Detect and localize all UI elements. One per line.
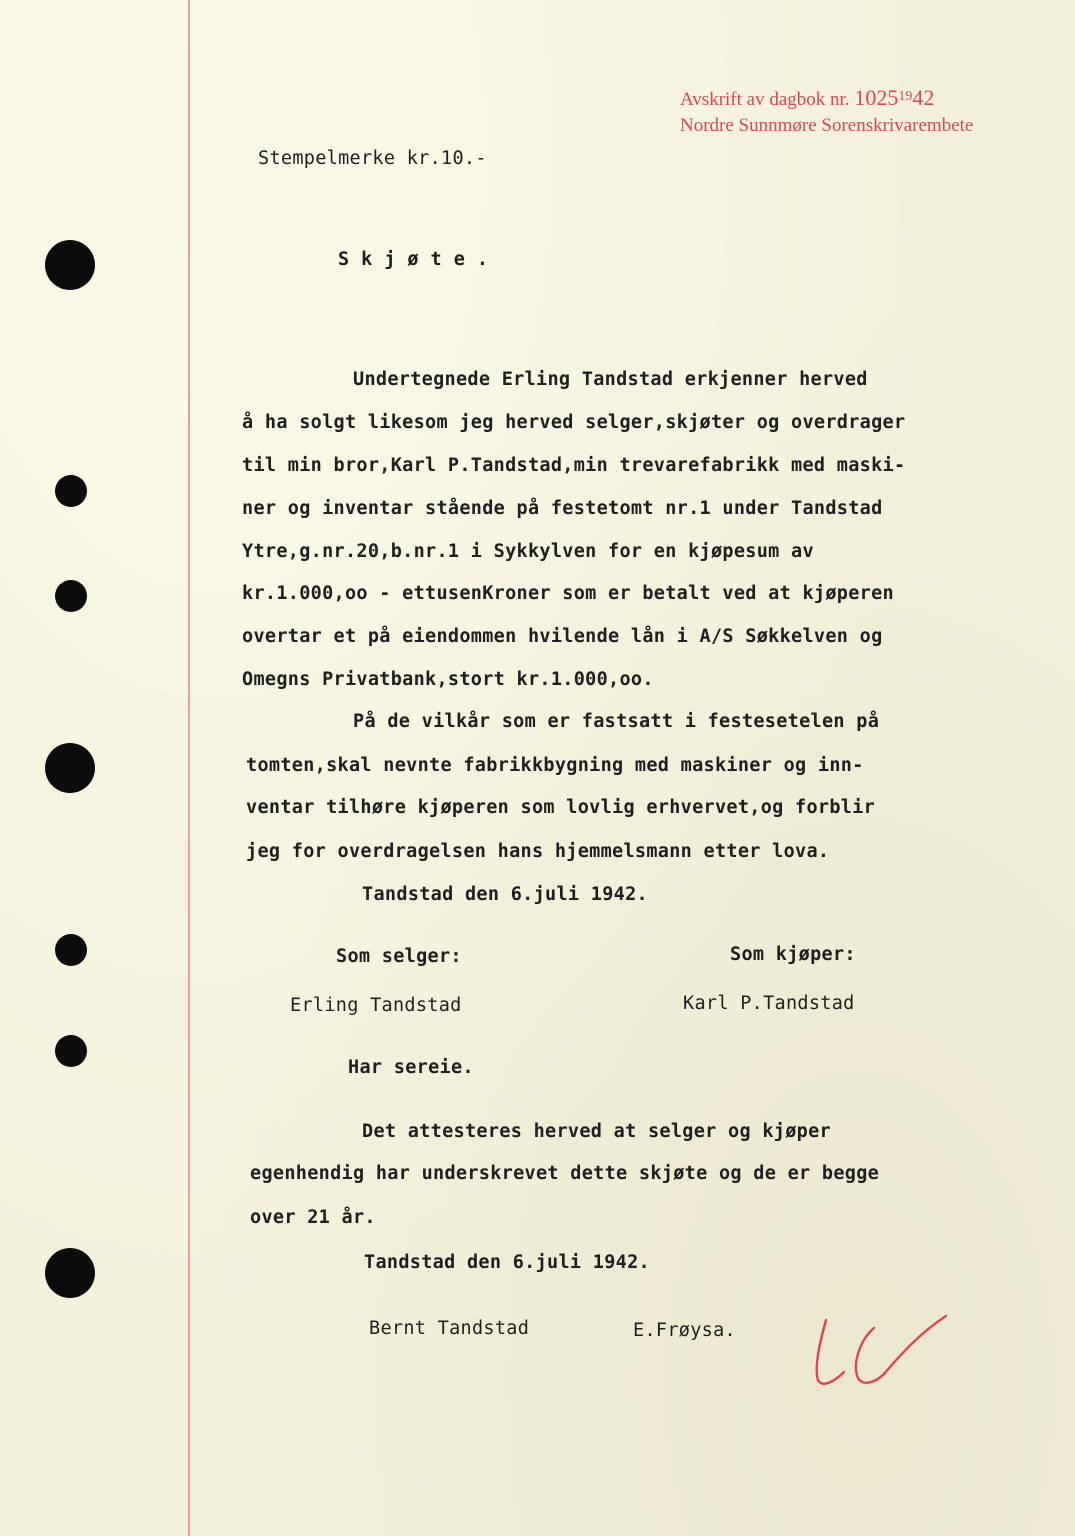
witness-name: E.Frøysa. [633,1320,736,1341]
punch-hole [55,580,87,612]
body-line: Ytre,g.nr.20,b.nr.1 i Sykkylven for en kjøpesum av [242,541,814,562]
body-line: overtar et på eiendommen hvilende lån i A/S Søkkelven og [242,626,883,647]
body-line: ner og inventar stående på festetomt nr.1 under Tandstad [242,498,883,519]
date-line: Tandstad den 6.juli 1942. [364,1252,650,1273]
punch-hole [45,240,95,290]
punch-hole [45,1248,95,1298]
seller-name: Erling Tandstad [290,995,462,1016]
body-line: På de vilkår som er fastsatt i festesetelen på [353,711,880,732]
header-note: Stempelmerke kr.10.- [258,148,487,169]
punch-hole [55,934,87,966]
register-stamp [680,84,973,139]
stamp-year-prefix: 19 [898,89,913,104]
body-line: Undertegnede Erling Tandstad erkjenner herved [353,369,868,390]
stamp-line-1 [680,84,973,113]
stamp-number: 1025 [854,85,899,110]
punch-hole [55,1035,87,1067]
stamp-office: Nordre Sunnmøre Sorenskrivarembete [680,115,974,136]
body-line: ventar tilhøre kjøperen som lovlig erhvervet,og forblir [246,797,876,818]
body-line: å ha solgt likesom jeg herved selger,skjøter og overdrager [242,412,906,433]
body-line: Omegns Privatbank,stort kr.1.000,oo. [242,669,654,690]
document-title: Skjøte. [338,249,500,270]
seller-label: Som selger: [336,946,462,967]
witness-name: Bernt Tandstad [369,1318,530,1339]
body-line: kr.1.000,oo - ettusenKroner som er betalt ved at kjøperen [242,583,894,604]
buyer-name: Karl P.Tandstad [683,993,855,1014]
stamp-prefix: Avskrift av dagbok nr. [680,89,850,110]
attest-line: Det attesteres herved at selger og kjøper [362,1121,831,1142]
date-line: Tandstad den 6.juli 1942. [362,884,648,905]
body-line: tomten,skal nevnte fabrikkbygning med maskiner og inn- [246,755,864,776]
buyer-label: Som kjøper: [730,944,856,965]
punch-hole [45,743,95,793]
margin-line [188,0,190,1536]
body-line: til min bror,Karl P.Tandstad,min trevarefabrikk med maski- [242,455,906,476]
attest-line: egenhendig har underskrevet dette skjøte og de er begge [250,1163,880,1184]
punch-hole [55,475,87,507]
stamp-year-suffix: 42 [912,85,935,110]
marital-note: Har sereie. [348,1057,474,1078]
handwritten-initials [808,1312,958,1392]
body-line: jeg for overdragelsen hans hjemmelsmann etter lova. [246,841,830,862]
attest-line: over 21 år. [250,1207,376,1228]
